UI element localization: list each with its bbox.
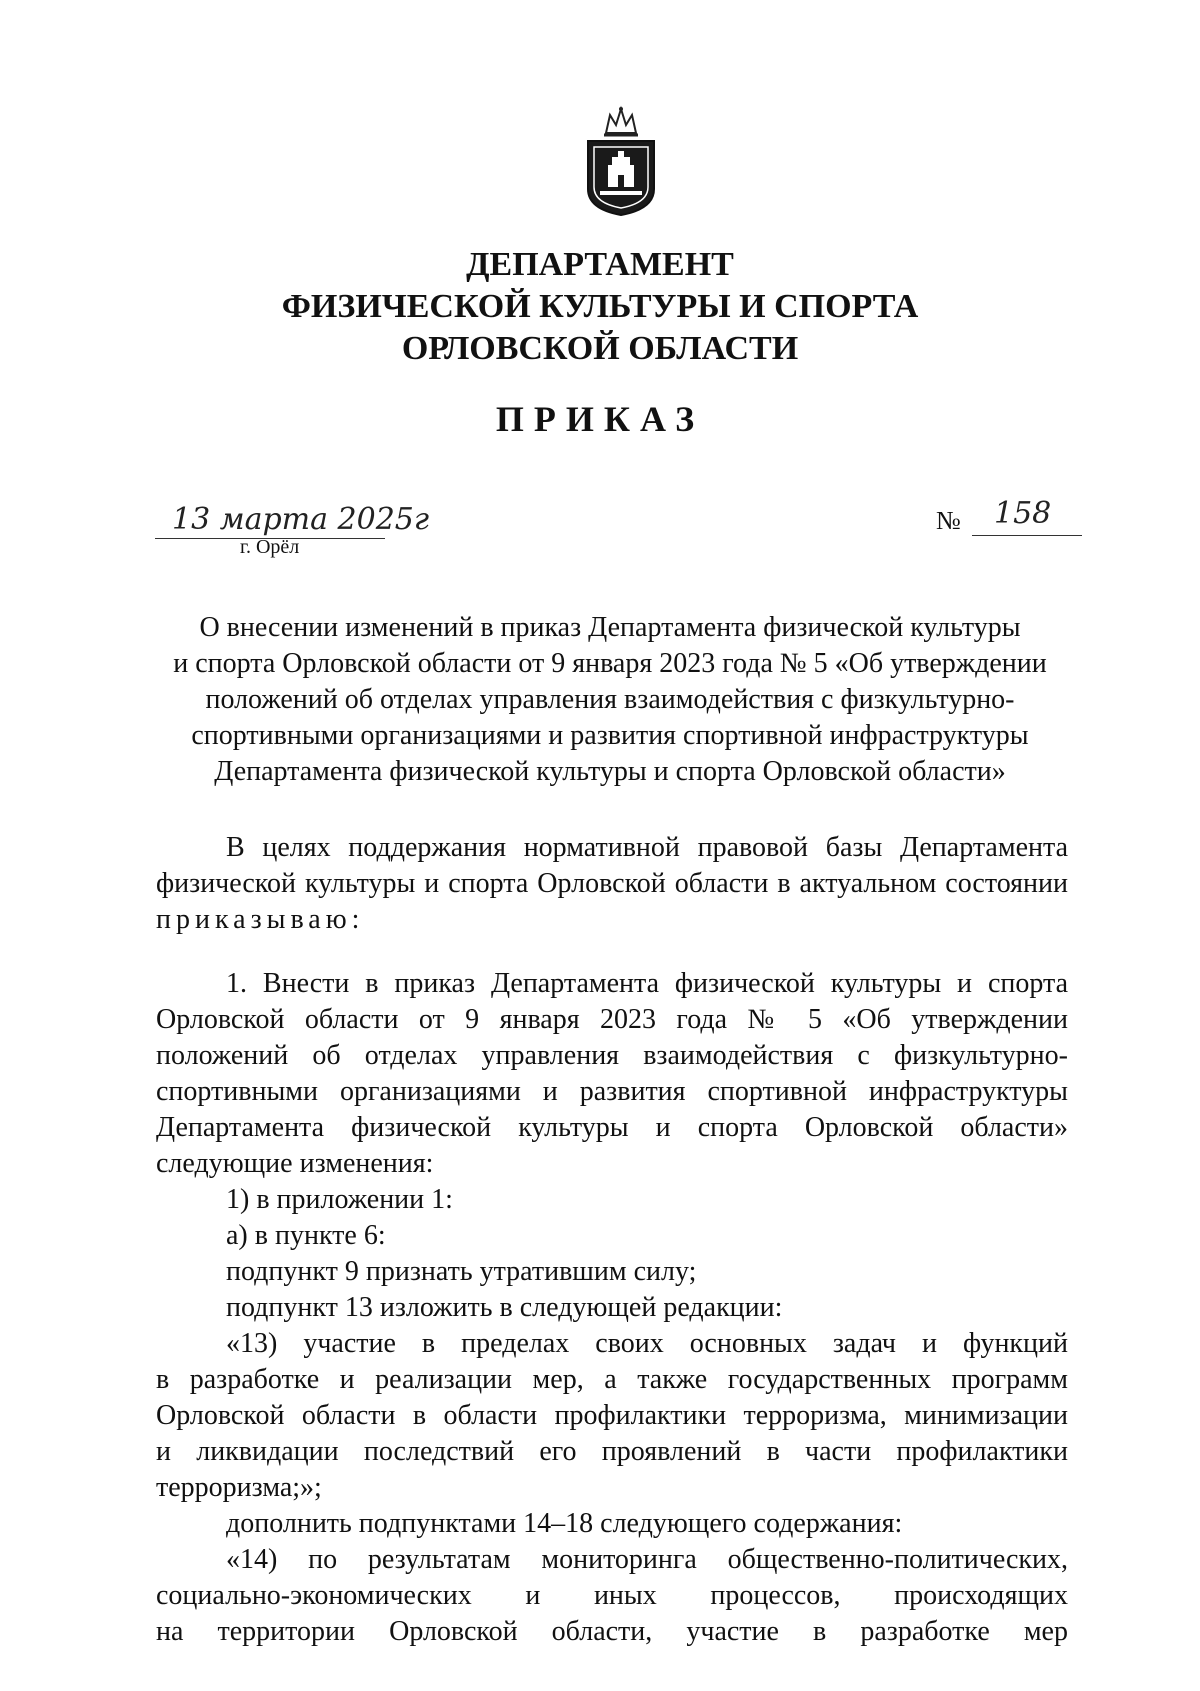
- city-label: г. Орёл: [240, 536, 300, 558]
- body-line: Орловской области от 9 января 2023 года № 5 «Об утверждении: [156, 1004, 1068, 1035]
- body-line: следующие изменения:: [156, 1148, 434, 1179]
- document-type-title: ПРИКАЗ: [495, 399, 705, 439]
- preamble-line: физической культуры и спорта Орловской области в актуальном состоянии: [156, 868, 1068, 899]
- preamble-line: В целях поддержания нормативной правовой базы Департамента: [226, 832, 1068, 863]
- body-line: социально-экономических и иных процессов, происходящих: [156, 1580, 1068, 1611]
- body-line: «14) по результатам мониторинга общественно-политических,: [226, 1544, 1068, 1575]
- preamble-command: приказываю:: [156, 904, 365, 935]
- body-line: подпункт 13 изложить в следующей редакции:: [226, 1292, 783, 1323]
- body-line: положений об отделах управления взаимодействия с физкультурно-: [156, 1040, 1068, 1071]
- handwritten-date: 13 марта 2025г: [172, 502, 430, 537]
- body-line: на территории Орловской области, участие в разработке мер: [156, 1616, 1068, 1647]
- body-line: подпункт 9 признать утратившим силу;: [226, 1256, 697, 1287]
- body-line: и ликвидации последствий его проявлений в части профилактики: [156, 1436, 1068, 1467]
- body-line: Департамента физической культуры и спорта Орловской области»: [156, 1112, 1068, 1143]
- subject-line: О внесении изменений в приказ Департамента физической культуры: [199, 612, 1021, 643]
- body-line: «13) участие в пределах своих основных задач и функций: [226, 1328, 1068, 1359]
- body-line: в разработке и реализации мер, а также государственных программ: [156, 1364, 1068, 1395]
- subject-line: спортивными организациями и развития спортивной инфраструктуры: [191, 720, 1029, 751]
- number-underline: [972, 535, 1082, 536]
- handwritten-number: 158: [994, 496, 1052, 531]
- organization-name-line-3: ОРЛОВСКОЙ ОБЛАСТИ: [401, 330, 799, 367]
- body-line: спортивными организациями и развития спортивной инфраструктуры: [156, 1076, 1068, 1107]
- body-line: 1. Внести в приказ Департамента физической культуры и спорта: [226, 968, 1068, 999]
- number-label: №: [936, 506, 961, 535]
- body-line: а) в пункте 6:: [226, 1220, 386, 1251]
- body-line: терроризма;»;: [156, 1472, 322, 1503]
- subject-line: Департамента физической культуры и спорта Орловской области»: [214, 756, 1006, 787]
- organization-name-line-1: ДЕПАРТАМЕНТ: [466, 246, 734, 283]
- subject-line: и спорта Орловской области от 9 января 2023 года № 5 «Об утверждении: [173, 648, 1047, 679]
- body-line: Орловской области в области профилактики терроризма, минимизации: [156, 1400, 1068, 1431]
- body-line: 1) в приложении 1:: [226, 1184, 453, 1215]
- orel-region-coat-of-arms-icon: [582, 105, 660, 217]
- subject-line: положений об отделах управления взаимодействия с физкультурно-: [205, 684, 1015, 715]
- organization-name-line-2: ФИЗИЧЕСКОЙ КУЛЬТУРЫ И СПОРТА: [281, 288, 919, 325]
- body-line: дополнить подпунктами 14–18 следующего содержания:: [226, 1508, 903, 1539]
